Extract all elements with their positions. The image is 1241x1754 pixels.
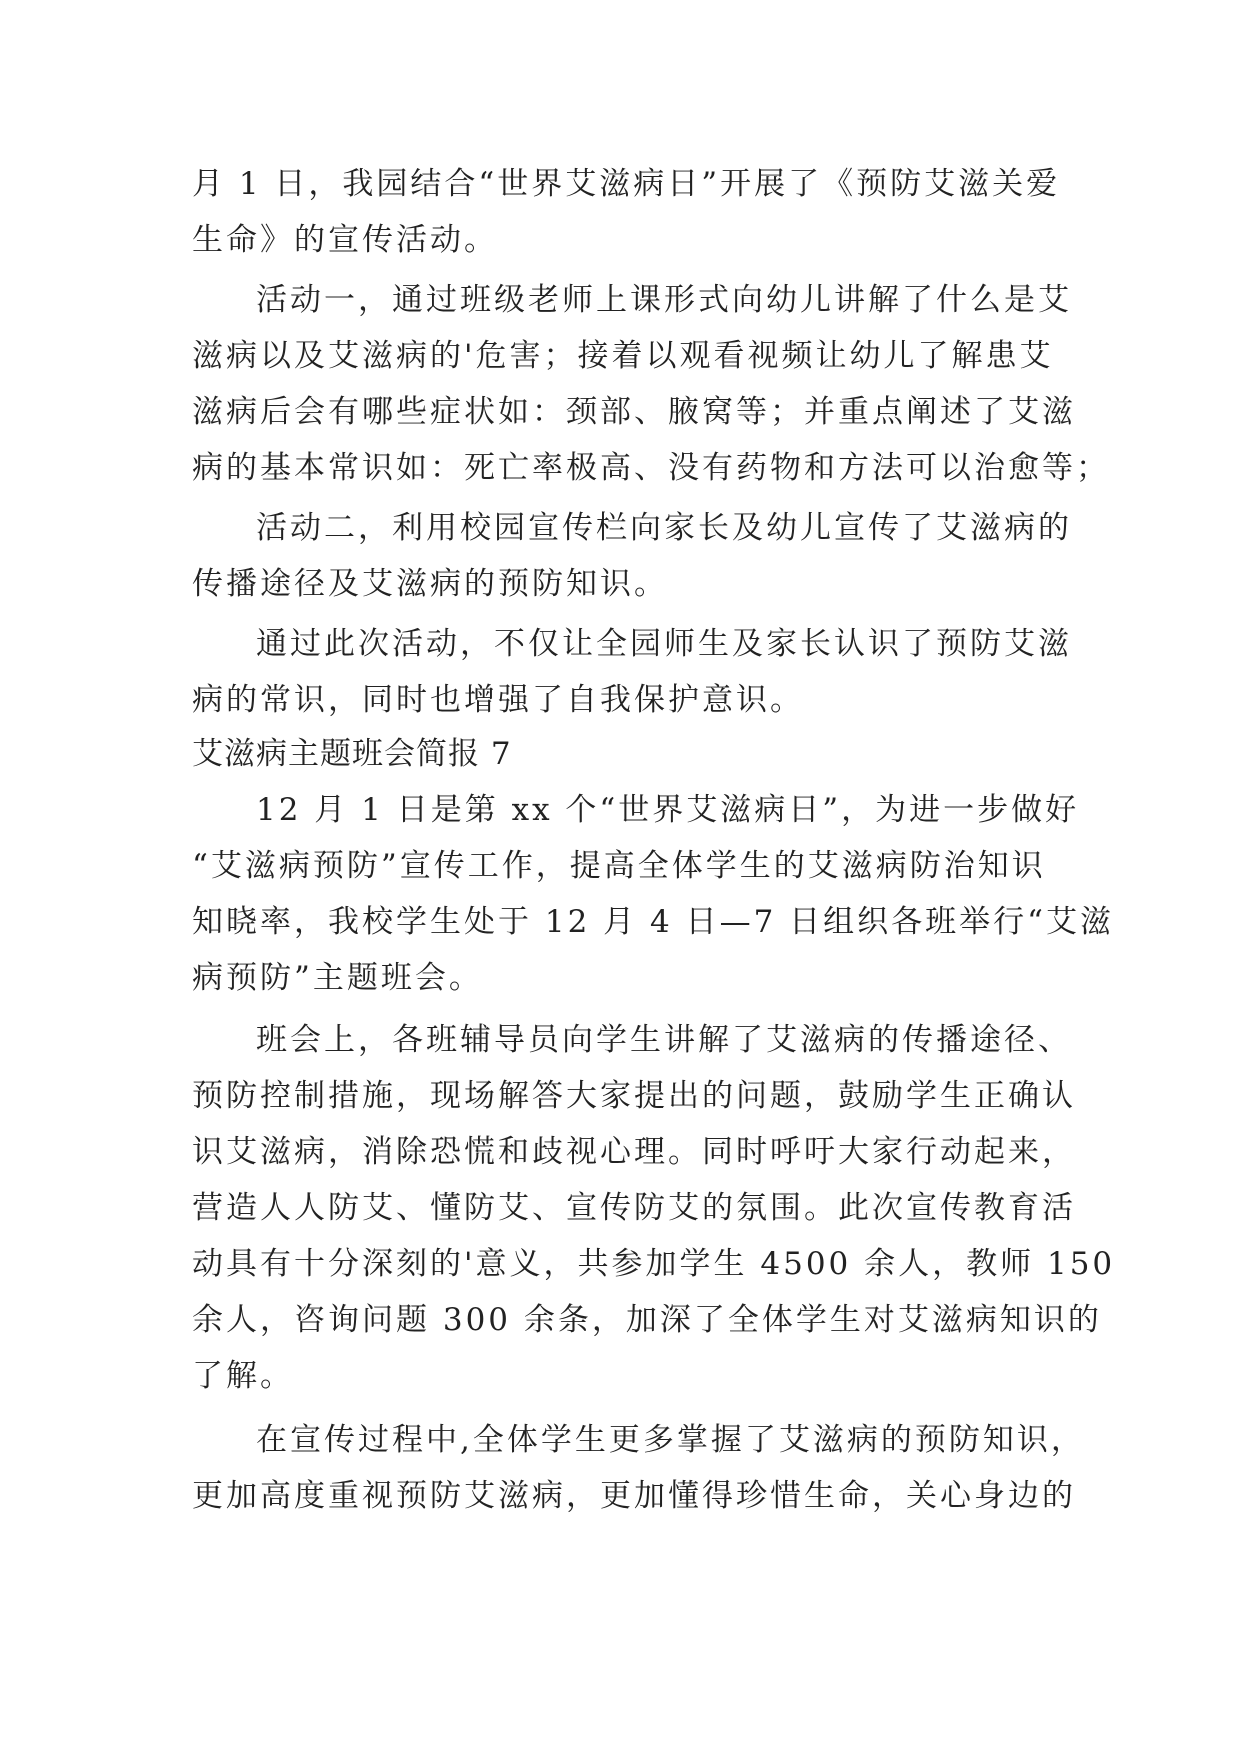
body-text-line: 营造人人防艾、懂防艾、宣传防艾的氛围。此次宣传教育活 [192, 1190, 1076, 1226]
section-heading: 艾滋病主题班会简报 7 [192, 736, 512, 772]
body-text-line: 识艾滋病，消除恐慌和歧视心理。同时呼吁大家行动起来， [192, 1134, 1076, 1170]
body-text-line: 病预防”主题班会。 [192, 960, 483, 996]
paragraph-first-line: 在宣传过程中,全体学生更多掌握了艾滋病的预防知识， [256, 1422, 1085, 1458]
body-text-line: 传播途径及艾滋病的预防知识。 [192, 566, 668, 602]
body-text-line: 病的常识，同时也增强了自我保护意识。 [192, 682, 804, 718]
body-text-line: 动具有十分深刻的'意义，共参加学生 4500 余人，教师 150 [192, 1246, 1116, 1282]
body-text-line: 月 1 日，我园结合“世界艾滋病日”开展了《预防艾滋关爱 [192, 166, 1061, 202]
paragraph-first-line: 12 月 1 日是第 xx 个“世界艾滋病日”，为进一步做好 [256, 792, 1080, 828]
paragraph-first-line: 班会上，各班辅导员向学生讲解了艾滋病的传播途径、 [256, 1022, 1072, 1058]
paragraph-first-line: 通过此次活动，不仅让全园师生及家长认识了预防艾滋 [256, 626, 1072, 662]
paragraph-first-line: 活动一，通过班级老师上课形式向幼儿讲解了什么是艾 [256, 282, 1072, 318]
body-text-line: 滋病以及艾滋病的'危害；接着以观看视频让幼儿了解患艾 [192, 338, 1054, 374]
body-text-line: 病的基本常识如：死亡率极高、没有药物和方法可以治愈等； [192, 450, 1110, 486]
paragraph-first-line: 活动二，利用校园宣传栏向家长及幼儿宣传了艾滋病的 [256, 510, 1072, 546]
body-text-line: 更加高度重视预防艾滋病，更加懂得珍惜生命，关心身边的 [192, 1478, 1076, 1514]
body-text-line: 滋病后会有哪些症状如：颈部、腋窝等；并重点阐述了艾滋 [192, 394, 1076, 430]
body-text-line: 余人，咨询问题 300 余条，加深了全体学生对艾滋病知识的 [192, 1302, 1102, 1338]
body-text-line: 了解。 [192, 1358, 294, 1394]
body-text-line: 生命》的宣传活动。 [192, 222, 498, 258]
body-text-line: 知晓率，我校学生处于 12 月 4 日—7 日组织各班举行“艾滋 [192, 904, 1115, 940]
body-text-line: 预防控制措施，现场解答大家提出的问题，鼓励学生正确认 [192, 1078, 1076, 1114]
body-text-line: “艾滋病预防”宣传工作，提高全体学生的艾滋病防治知识 [192, 848, 1046, 884]
